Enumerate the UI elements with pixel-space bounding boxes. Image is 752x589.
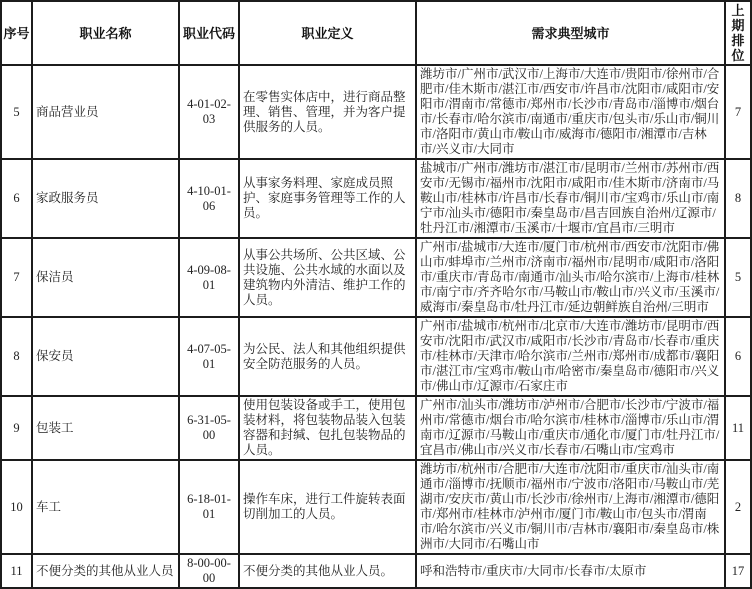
previous-rank-cell: 6	[725, 317, 751, 396]
header-row	[1, 1, 751, 65]
table-row	[1, 159, 751, 238]
table-row	[1, 396, 751, 460]
column-header-demand-cities: 需求典型城市	[416, 1, 725, 65]
column-header-index: 序号	[1, 1, 32, 65]
occupation-definition-cell: 不便分类的其他从业人员。	[239, 554, 416, 588]
occupation-name-cell: 车工	[32, 460, 179, 554]
occupation-code-cell: 4-01-02-03	[179, 65, 239, 159]
table-row	[1, 554, 751, 588]
previous-rank-cell: 11	[725, 396, 751, 460]
demand-cities-cell: 广州市/汕头市/潍坊市/泸州市/合肥市/长沙市/宁波市/福州市/常德市/烟台市/哈尔滨市/桂林市/淄博市/乐山市/渭南市/辽源市/马鞍山市/重庆市/通化市/厦门市/牡丹江市/宜昌市/佛山市/兴义市/长春市/石嘴山市/宝鸡市	[416, 396, 725, 460]
occupation-name-cell: 商品营业员	[32, 65, 179, 159]
previous-rank-cell: 5	[725, 238, 751, 317]
demand-cities-cell: 呼和浩特市/重庆市/大同市/长春市/太原市	[416, 554, 725, 588]
demand-cities-cell: 盐城市/广州市/潍坊市/湛江市/昆明市/兰州市/苏州市/西安市/无锡市/福州市/沈阳市/咸阳市/佳木斯市/济南市/马鞍山市/桂林市/许昌市/长春市/铜川市/宝鸡市/乐山市/南宁市/汕头市/德阳市/秦皇岛市/昌吉回族自治州/辽源市/牡丹江市/湘潭市/玉溪市/十堰市/宜昌市/三明市	[416, 159, 725, 238]
row-index-cell: 11	[1, 554, 32, 588]
column-header-occupation-name: 职业名称	[32, 1, 179, 65]
occupation-name-cell: 保安员	[32, 317, 179, 396]
occupation-definition-cell: 操作车床，进行工件旋转表面切削加工的人员。	[239, 460, 416, 554]
occupation-name-cell: 不便分类的其他从业人员	[32, 554, 179, 588]
demand-cities-cell: 潍坊市/广州市/武汉市/上海市/大连市/贵阳市/徐州市/合肥市/佳木斯市/湛江市/西安市/许昌市/沈阳市/咸阳市/安阳市/渭南市/常德市/郑州市/长沙市/青岛市/淄博市/烟台市/长春市/哈尔滨市/南通市/重庆市/包头市/乐山市/铜川市/洛阳市/黄山市/鞍山市/威海市/德阳市/湘潭市/吉林市/兴义市/大同市	[416, 65, 725, 159]
occupation-code-cell: 4-07-05-01	[179, 317, 239, 396]
occupation-code-cell: 4-10-01-06	[179, 159, 239, 238]
previous-rank-cell: 17	[725, 554, 751, 588]
occupation-definition-cell: 为公民、法人和其他组织提供安全防范服务的人员。	[239, 317, 416, 396]
occupation-name-cell: 家政服务员	[32, 159, 179, 238]
row-index-cell: 7	[1, 238, 32, 317]
previous-rank-cell: 7	[725, 65, 751, 159]
row-index-cell: 10	[1, 460, 32, 554]
occupation-name-cell: 保洁员	[32, 238, 179, 317]
occupation-definition-cell: 在零售实体店中，进行商品整理、销售、管理，并为客户提供服务的人员。	[239, 65, 416, 159]
table-row	[1, 317, 751, 396]
row-index-cell: 5	[1, 65, 32, 159]
demand-cities-cell: 广州市/盐城市/大连市/厦门市/杭州市/西安市/沈阳市/佛山市/蚌埠市/兰州市/济南市/福州市/昆明市/咸阳市/洛阳市/重庆市/青岛市/南通市/汕头市/哈尔滨市/上海市/桂林市/南宁市/齐齐哈尔市/马鞍山市/鞍山市/兴义市/玉溪市/威海市/秦皇岛市/牡丹江市/延边朝鲜族自治州/三明市	[416, 238, 725, 317]
row-index-cell: 8	[1, 317, 32, 396]
occupation-definition-cell: 从事公共场所、公共区域、公共设施、公共水域的水面以及建筑物内外清洁、维护工作的人员。	[239, 238, 416, 317]
occupation-name-cell: 包装工	[32, 396, 179, 460]
occupation-code-cell: 6-18-01-01	[179, 460, 239, 554]
previous-rank-cell: 8	[725, 159, 751, 238]
column-header-occupation-definition: 职业定义	[239, 1, 416, 65]
occupation-code-cell: 6-31-05-00	[179, 396, 239, 460]
occupation-code-cell: 8-00-00-00	[179, 554, 239, 588]
column-header-previous-rank: 上期排位	[725, 1, 751, 65]
previous-rank-cell: 2	[725, 460, 751, 554]
occupation-definition-cell: 使用包装设备或手工，使用包装材料，将包装物品装入包装容器和封缄、包扎包装物品的人员。	[239, 396, 416, 460]
row-index-cell: 9	[1, 396, 32, 460]
row-index-cell: 6	[1, 159, 32, 238]
table-row	[1, 238, 751, 317]
table-row	[1, 460, 751, 554]
occupation-code-cell: 4-09-08-01	[179, 238, 239, 317]
demand-cities-cell: 潍坊市/杭州市/合肥市/大连市/沈阳市/重庆市/汕头市/南通市/淄博市/抚顺市/福州市/宁波市/洛阳市/马鞍山市/芜湖市/安庆市/黄山市/长沙市/徐州市/上海市/湘潭市/德阳市/郑州市/桂林市/泸州市/厦门市/鞍山市/包头市/渭南市/哈尔滨市/兴义市/铜川市/吉林市/襄阳市/秦皇岛市/株洲市/大同市/石嘴山市	[416, 460, 725, 554]
demand-cities-cell: 广州市/盐城市/杭州市/北京市/大连市/潍坊市/昆明市/西安市/沈阳市/武汉市/咸阳市/长沙市/青岛市/长春市/重庆市/桂林市/天津市/哈尔滨市/兰州市/郑州市/成都市/襄阳市/湛江市/宝鸡市/鞍山市/哈密市/秦皇岛市/德阳市/兴义市/佛山市/辽源市/石家庄市	[416, 317, 725, 396]
occupation-definition-cell: 从事家务料理、家庭成员照护、家庭事务管理等工作的人员。	[239, 159, 416, 238]
column-header-occupation-code: 职业代码	[179, 1, 239, 65]
table-body	[1, 65, 751, 588]
table-row	[1, 65, 751, 159]
table-header	[1, 1, 751, 65]
